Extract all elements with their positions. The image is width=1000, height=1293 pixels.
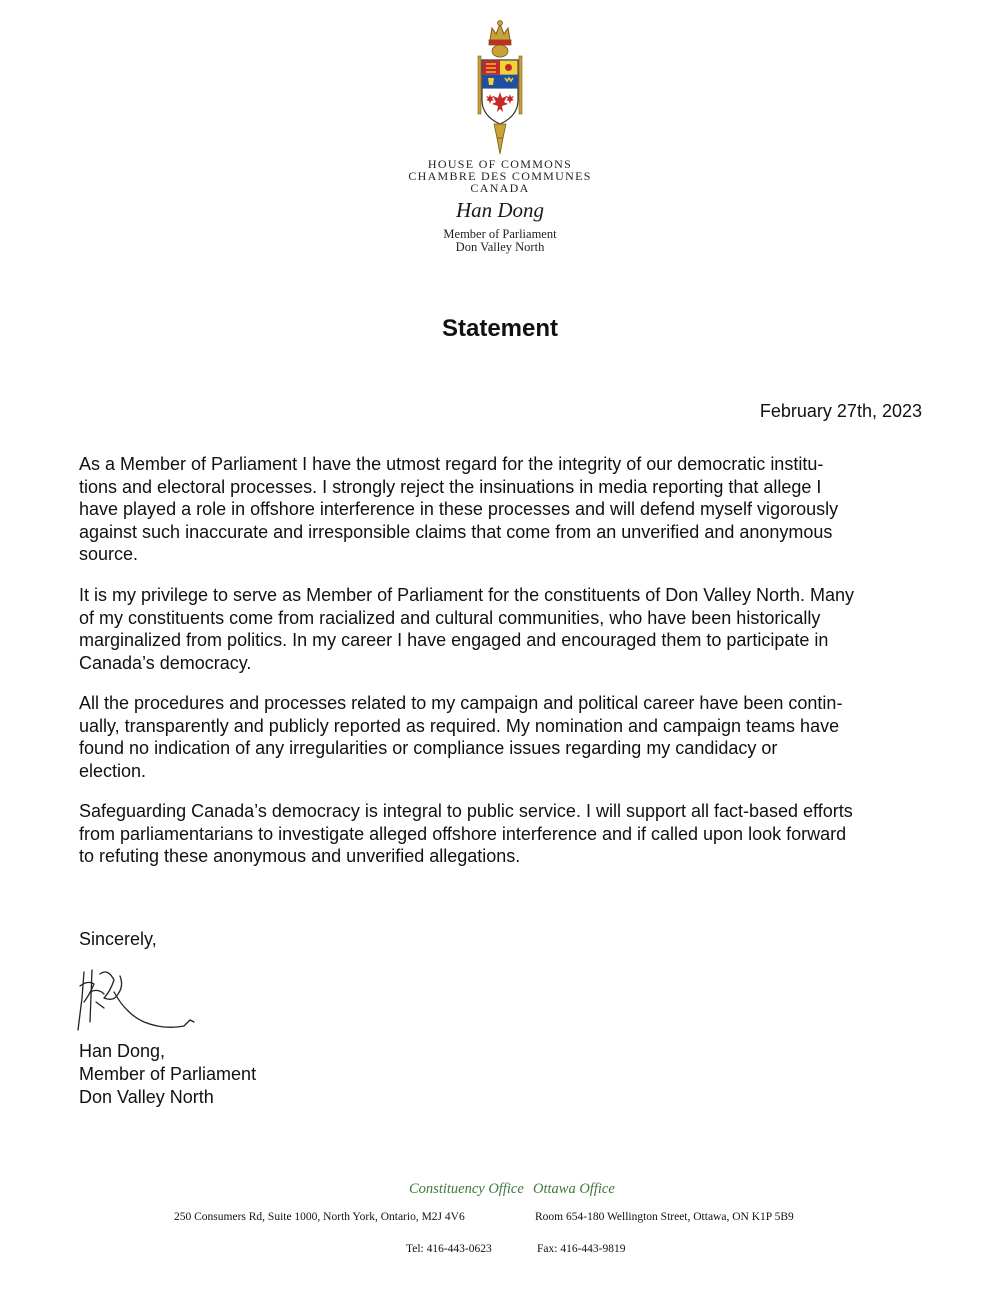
constituency-address: 250 Consumers Rd, Suite 1000, North York, Ontario, M2J 4V6 [174,1211,465,1223]
institution-line-en: HOUSE OF COMMONS [427,157,573,171]
member-riding: Don Valley North [455,240,545,254]
member-role-title: Member of Parliament [443,227,557,241]
paragraph-1: As a Member of Parliament I have the utmost regard for the integrity of our democratic institu- tions and electoral processes. I strongly reject the insinuations in media reporting that allege I have played a role in offshore interference in these processes and will defend myself vigorously against such inaccurate and irresponsible claims that come from an unverified and anonymous source. [79,454,839,564]
institution-line-fr: CHAMBRE DES COMMUNES [408,169,592,183]
paragraph-4: Safeguarding Canada’s democracy is integral to public service. I will support all fact-based efforts from parliamentarians to investigate alleged offshore interference and if called upon look forward to refuting these anonymous and unverified allegations. [79,801,853,866]
paragraph-3: All the procedures and processes related to my campaign and political career have been contin- ually, transparently and publicly reported as required. My nomination and campaign teams have found no indication of any irregularities or compliance issues regarding my candidacy or election. [79,693,843,781]
ottawa-office-label: Ottawa Office [533,1181,615,1197]
closing-salutation: Sincerely, [79,929,157,949]
member-name-script: Han Dong [455,198,545,222]
signatory-title: Member of Parliament [79,1064,257,1084]
institution-line-country: CANADA [470,181,530,195]
member-role [0,228,1000,254]
signatory-name: Han Dong, [79,1041,166,1061]
constituency-office-label: Constituency Office [409,1181,524,1197]
paragraph-2: It is my privilege to serve as Member of Parliament for the constituents of Don Valley North. Many of my constituents come from racialized and cultural communities, who have been historically marginalized from politics. In my career I have engaged and encouraged them to participate in Canada’s democracy. [79,585,854,673]
institution-name [0,158,1000,194]
signatory-riding: Don Valley North [79,1087,214,1107]
ottawa-address: Room 654-180 Wellington Street, Ottawa, ON K1P 5B9 [535,1211,794,1223]
document-date: February 27th, 2023 [759,401,922,421]
signatory-block [79,1040,256,1109]
house-of-commons-crest-icon [472,18,528,158]
fax-number: Fax: 416-443-9819 [537,1243,626,1255]
document-heading: Statement [441,315,559,342]
handwritten-signature [74,962,204,1036]
telephone-number: Tel: 416-443-0623 [406,1243,492,1255]
